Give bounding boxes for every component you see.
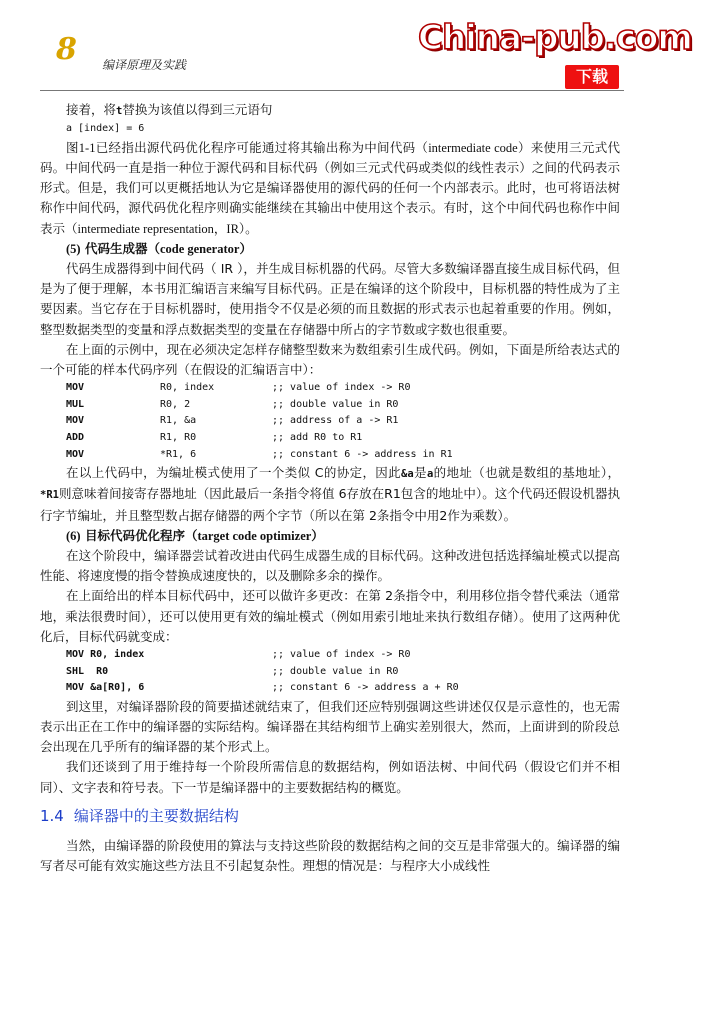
- asm-line: MOV R0, index ;; value of index -> R0: [66, 649, 411, 661]
- asm-line: ADD R1, R0 ;; add R0 to R1: [66, 432, 363, 444]
- page-body: [40, 100, 620, 876]
- paragraph: 在上面给出的样本目标代码中，还可以做许多更改：在第 2条指令中，利用移位指令替代乘法（通常地，乘法很费时间），还可以使用更有效的编址模式（例如用索引地址来执行数组存储）。使用了这两种优化后，目标代码就变成：: [40, 588, 620, 644]
- download-badge: 下载: [565, 65, 619, 89]
- paragraph: 代码生成器得到中间代码（ IR ），并生成目标机器的代码。尽管大多数编译器直接生成目标代码，但是为了便于理解，本书用汇编语言来编写目标代码。正是在编译的这个阶段中，目标机器的特性成为了主要因素。当它存在于目标机器时，使用指令不仅是必须的而且数据的形式表示也起着重要的作用。例如，整型数据类型的变量和浮点数据类型的变量在存储器中所占的字节数或字数也很重要。: [40, 261, 620, 337]
- asm-line: MUL R0, 2 ;; double value in R0: [66, 398, 399, 410]
- paragraph: 接着，将t替换为该值以得到三元语句: [66, 102, 273, 117]
- section-heading: 1.4 编译器中的主要数据结构: [40, 806, 239, 825]
- paragraph: 在这个阶段中，编译器尝试着改进由代码生成器生成的目标代码。这种改进包括选择编址模式以提高性能、将速度慢的指令替换成速度快的，以及删除多余的操作。: [40, 548, 620, 584]
- paragraph: 我们还谈到了用于维持每一个阶段所需信息的数据结构，例如语法树、中间代码（假设它们并不相同）、文字表和符号表。下一节是编译器中的主要数据结构的概览。: [40, 759, 620, 795]
- paragraph: 到这里，对编译器阶段的简要描述就结束了，但我们还应特别强调这些讲述仅仅是示意性的，也无需表示出正在工作中的编译器的实际结构。编译器在其结构细节上确实差别很大，然而，上面讲到的阶段总会出现在几乎所有的编译器的某个形式上。: [40, 698, 620, 755]
- asm-listing-optimized: [40, 647, 620, 697]
- asm-line: MOV R0, index ;; value of index -> R0: [66, 382, 411, 394]
- paragraph: 图1-1已经指出源代码优化程序可能通过将其输出称为中间代码（intermediate code）来使用三元式代码。中间代码一直是指一种位于源代码和目标代码（例如三元式代码或类似的线性表示）之间的代码表示形式。但是，我们可以更概括地认为它是编译器使用的源代码的任何一个内部表示。此时，也可将语法树称作中间代码，源代码优化程序则确实能继续在其输出中使用这个表示。有时，这个中间代码也称作中间表示（intermediate representation，IR）。: [40, 139, 620, 236]
- asm-line: SHL R0 ;; double value in R0: [66, 665, 399, 677]
- header-rule: [40, 90, 624, 91]
- asm-line: MOV &a[R0], 6 ;; constant 6 -> address a + R0: [66, 682, 459, 694]
- asm-line: MOV R1, &a ;; address of a -> R1: [66, 415, 399, 427]
- paragraph: 在以上代码中，为编址模式使用了一个类似 C的协定，因此&a是a的地址（也就是数组的基地址），*R1则意味着间接寄存器地址（因此最后一条指令将值 6存放在R1包含的地址中）。这个代码还假设机器执行字节编址，并且整型数占据存储器的两个字节（所以在第 2条指令中用2作为乘数）。: [40, 465, 620, 523]
- page-number: 8: [56, 32, 77, 67]
- paragraph: 在上面的示例中，现在必须决定怎样存储整型数来为数组索引生成代码。例如，下面是所给表达式的一个可能的样本代码序列（在假设的汇编语言中）：: [40, 341, 620, 378]
- paragraph: 当然，由编译器的阶段使用的算法与支持这些阶段的数据结构之间的交互是非常强大的。编译器的编写者尽可能有效实施这些方法且不引起复杂性。理想的情况是：与程序大小成线性: [40, 838, 620, 874]
- running-title: 编译原理及实践: [102, 58, 187, 72]
- subsection-heading: (6) 目标代码优化程序（target code optimizer）: [66, 527, 324, 543]
- code-statement: a [index] = 6: [66, 123, 145, 135]
- asm-listing: [40, 380, 620, 463]
- china-pub-logo: China-pub.com: [418, 18, 692, 58]
- subsection-heading: (5) 代码生成器（code generator）: [66, 240, 252, 256]
- asm-line: MOV *R1, 6 ;; constant 6 -> address in R1: [66, 448, 453, 460]
